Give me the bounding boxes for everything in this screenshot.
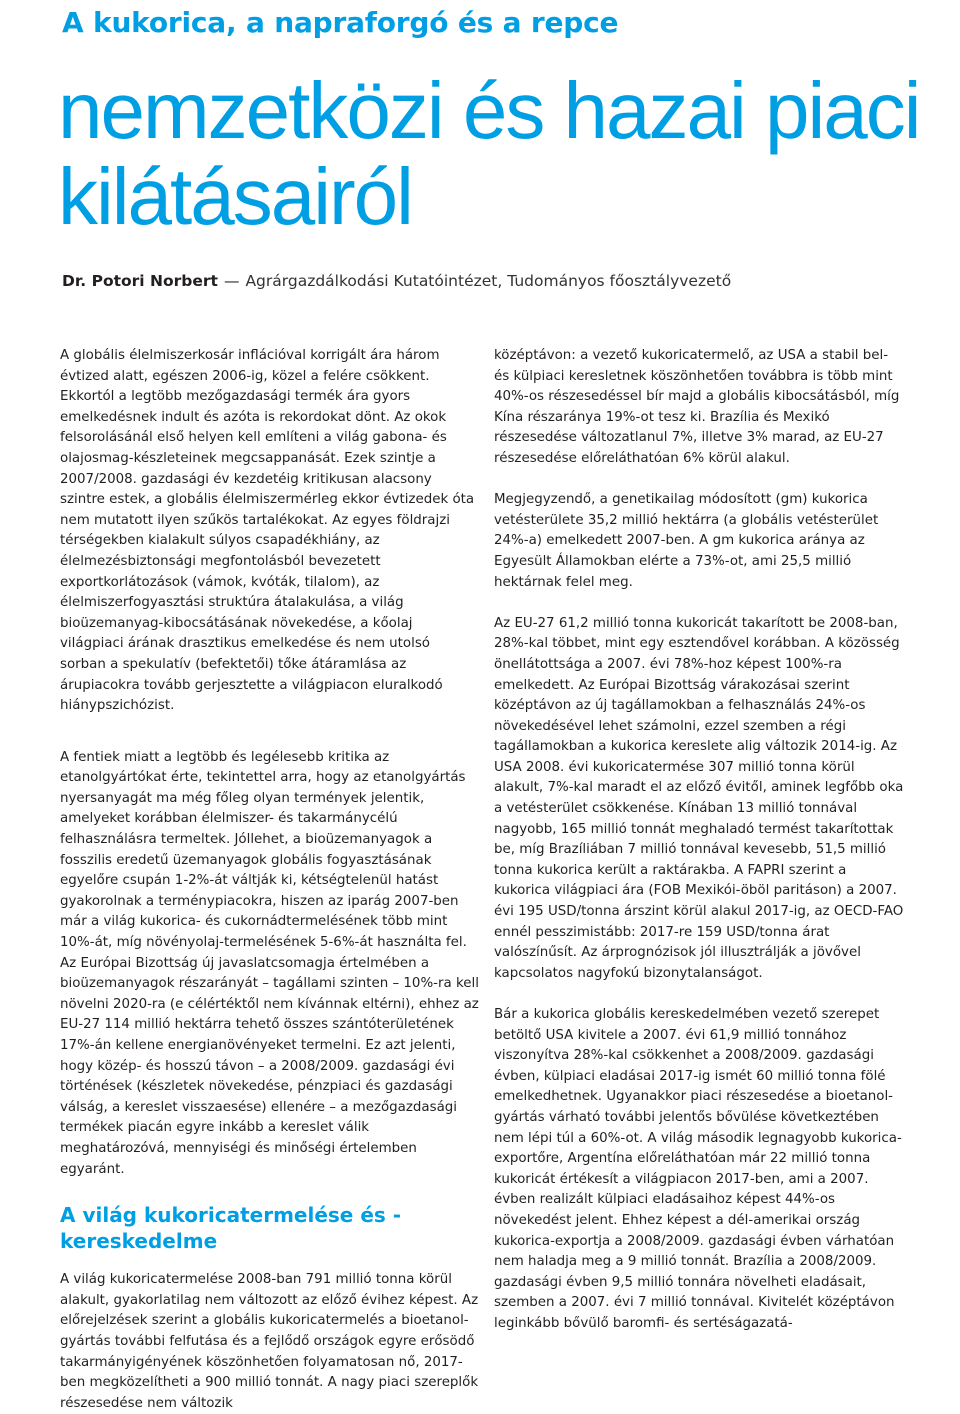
byline-dash: — <box>223 272 240 290</box>
paragraph: Megjegyzendő, a genetikailag módosított (gm) kukorica vetésterülete 35,2 millió hektárra (a globális vetésterület 24%-a) emelkedett 2007-ben. A gm kukorica aránya az Egyesült Államokban elérte a 73%-ot, ami 25,5 millió hektárnak felel meg. <box>494 492 879 590</box>
article-headline: nemzetközi és hazai piaci kilátásairól <box>58 66 920 241</box>
left-column <box>60 346 480 1414</box>
paragraph: A globális élelmiszerkosár inflációval korrigált ára három évtized alatt, egészen 2006-ig, közel a felére csökkent. Ekkortól a legtöbb mezőgazdasági termék ára gyors emelkedésnek indult és azóta is rekordokat dönt. Az okok felsorolásánál első helyen kell említeni a világ gabona- és olajosmag-készleteinek megcsappanását. Ezek szintje a 2007/2008. gazdasági év kezdetéig kritikusan alacsony szintre estek, a globális élelmiszermérleg ekkor évtizedek óta nem mutatott ilyen szűkös tartalékokat. Az egyes földrajzi térségekben kialakult súlyos csapadékhiány, az élelmezésbiztonsági megfontolásból bevezetett exportkorlátozások (vámok, kvóták, tilalom), az élelmiszerfogyasztási struktúra átalakulása, a világ bioüzemanyag-kibocsátásának növekedése, a kőolaj világpiaci árának drasztikus emelkedése és nem utolsó sorban a spekulatív (befektetői) tőke átáramlása az árupiacokra tovább gerjesztette a világpiacon eluralkodó hiánypszichózist. <box>60 348 475 714</box>
right-column <box>494 346 904 1335</box>
paragraph: A világ kukoricatermelése 2008-ban 791 millió tonna körül alakult, gyakorlatilag nem változott az előző évihez képest. Az előrejelzések szerint a globális kukoricatermelés a bioetanol-gyártás további felfutása és a fejlődő országok egyre erősödő takarmányigényének köszönhetően folyamatosan nő, 2017-ben megközelítheti a 900 millió tonnát. A nagy piaci szereplők részesedése nem változik <box>60 1272 479 1411</box>
byline <box>62 272 731 290</box>
section-heading: A világ kukoricatermelése és -kereskedelme <box>60 1203 402 1254</box>
paragraph: A fentiek miatt a legtöbb és legélesebb kritika az etanolgyártókat érte, tekintettel arra, hogy az etanolgyártás nyersanyagát ma még főleg olyan termények jelentik, amelyeket korábban élelmiszer- és takarmánycélú felhasználásra termeltek. Jóllehet, a bioüzemanyagok a fosszilis eredetű üzemanyagok globális fogyasztásának egyelőre csupán 1-2%-át váltják ki, kétségtelenül hatást gyakorolnak a terménypiacokra, hiszen az iparág 2007-ben már a világ kukorica- és cukornádtermelésének több mint 10%-át, míg növényolaj-termelésének 5-6%-át használta fel. Az Európai Bizottság új javaslatcsomagja értelmében a bioüzemanyagok részarányát – tagállami szinten – 10%-ra kell növelni 2020-ra (e célértéktől nem kívánnak eltérni), ehhez az EU-27 114 millió hektárra tehető összes szántóterületének 17%-án kellene energianövényeket termelni. Ez azt jelenti, hogy közép- és hosszú távon – a 2008/2009. gazdasági évi történések (készletek növekedése, pénzpiaci és gazdasági válság, a kereslet visszaesése) ellenére – a mezőgazdasági termékek piacán egyre inkább a kereslet válik meghatározóvá, mennyiségi és minőségi értelemben egyaránt. <box>60 749 479 1177</box>
author-name: Dr. Potori Norbert <box>62 272 218 290</box>
paragraph: Bár a kukorica globális kereskedelmében vezető szerepet betöltő USA kivitele a 2007. évi 61,9 millió tonnához viszonyítva 28%-kal csökkenhet a 2008/2009. gazdasági évben, külpiaci eladásai 2017-ig ismét 60 millió tonna fölé emelkedhetnek. Ugyanakkor piaci részesedése a bioetanol-gyártás várható további jelentős bővülése következtében nem lépi túl a 60%-ot. A világ második legnagyobb kukorica-exportőre, Argentína előreláthatóan már 22 millió tonna kukoricát értékesít a világpiacon 2017-ben, ami a 2007. évben realizált külpiaci eladásaihoz képest 44%-os növekedést jelent. Ehhez képest a dél-amerikai ország kukorica-exportja a 2008/2009. gazdasági évben várhatóan nem haladja meg a 9 millió tonnát. Brazília a 2008/2009. gazdasági évben 9,5 millió tonnára növelheti eladásait, szemben a 2007. évi 7 millió tonnával. Kivitelét középtávon leginkább bővülő baromfi- és sertéságazatá- <box>494 1007 902 1331</box>
section-kicker: A kukorica, a napraforgó és a repce <box>62 6 619 39</box>
author-affiliation: Agrárgazdálkodási Kutatóintézet, Tudományos főosztályvezető <box>245 272 732 290</box>
paragraph: középtávon: a vezető kukoricatermelő, az USA a stabil bel- és külpiaci keresletnek köszönhetően továbbra is több mint 40%-os részesedéssel bír majd a globális kibocsátásból, míg Kína részaránya 19%-ot tesz ki. Brazília és Mexikó részesedése változatlanul 7%, illetve 3% marad, az EU-27 részesedése előreláthatóan 6% körül alakul. <box>494 348 900 466</box>
paragraph: Az EU-27 61,2 millió tonna kukoricát takarított be 2008-ban, 28%-kal többet, mint egy esztendővel korábban. A közösség önellátottsága a 2007. évi 78%-hoz képest 100%-ra emelkedett. Az Európai Bizottság várakozásai szerint középtávon az új tagállamokban a felhasználás 24%-os növekedésével lehet számolni, ezzel szemben a régi tagállamokban a kukorica kereslete alig változik 2014-ig. Az USA 2008. évi kukoricatermése 307 millió tonna körül alakult, 7%-kal maradt el az előző évitől, aminek legfőbb oka a vetésterület csökkenése. Kínában 13 millió tonnával nagyobb, 165 millió tonnát meghaladó termést takarítottak be, míg Brazíliában 7 millió tonnával kevesebb, 51,5 millió tonna kukorica került a raktárakba. A FAPRI szerint a kukorica világpiaci ára (FOB Mexikói-öböl paritáson) a 2007. évi 195 USD/tonna árszint körül alakul 2017-ig, az OECD-FAO ennél pesszimistább: 2017-re 159 USD/tonna árat valószínűsít. Az árprognózisok jól illusztrálják a jövővel kapcsolatos nagyfokú bizonytalanságot. <box>494 615 904 981</box>
